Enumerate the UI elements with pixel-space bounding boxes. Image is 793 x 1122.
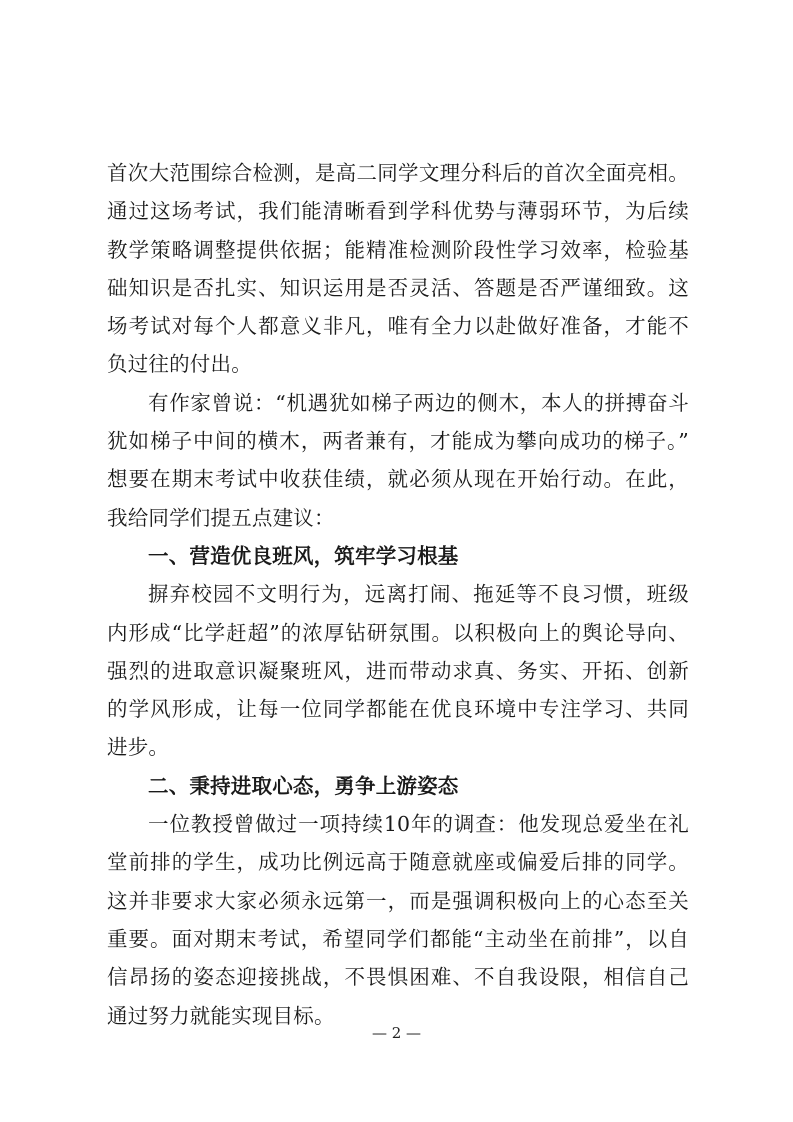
paragraph-line: 这并非要求大家必须永远第一，而是强调积极向上的心态至关: [107, 888, 689, 913]
page-number: — 2 —: [371, 1024, 422, 1042]
paragraph-line: 进步。: [107, 735, 170, 760]
paragraph-line: 我给同学们提五点建议：: [107, 505, 335, 530]
paragraph-line: 负过往的付出。: [107, 352, 252, 377]
paragraph-line: 内形成“比学赶超”的浓厚钻研氛围。以积极向上的舆论导向、: [107, 620, 689, 645]
document-body: [107, 154, 689, 1035]
paragraph-line: 堂前排的学生，成功比例远高于随意就座或偏爱后排的同学。: [107, 850, 689, 875]
paragraph-line: 犹如梯子中间的横木，两者兼有，才能成为攀向成功的梯子。”: [107, 429, 689, 454]
paragraph-line: 首次大范围综合检测，是高二同学文理分科后的首次全面亮相。: [107, 161, 689, 185]
paragraph-line: 的学风形成，让每一位同学都能在优良环境中专注学习、共同: [107, 697, 689, 722]
section-heading: 一、营造优良班风，筑牢学习根基: [148, 543, 459, 568]
paragraph-line: 通过努力就能实现目标。: [107, 1003, 335, 1028]
paragraph-line: 通过这场考试，我们能清晰看到学科优势与薄弱环节，为后续: [107, 199, 689, 224]
paragraph-line: 摒弃校园不文明行为，远离打闹、拖延等不良习惯，班级: [148, 582, 689, 607]
paragraph-line: 信昂扬的姿态迎接挑战，不畏惧困难、不自我设限，相信自己: [107, 965, 689, 990]
paragraph-line: 强烈的进取意识凝聚班风，进而带动求真、务实、开拓、创新: [107, 658, 689, 683]
paragraph-line: 场考试对每个人都意义非凡，唯有全力以赴做好准备，才能不: [107, 314, 689, 339]
paragraph-line: 础知识是否扎实、知识运用是否灵活、答题是否严谨细致。这: [107, 275, 689, 300]
paragraph-line: 想要在期末考试中收获佳绩，就必须从现在开始行动。在此，: [107, 467, 689, 492]
paragraph-line: 有作家曾说：“机遇犹如梯子两边的侧木，本人的拼搏奋斗: [148, 390, 689, 415]
paragraph-line: 一位教授曾做过一项持续10年的调查：他发现总爱坐在礼: [148, 812, 689, 837]
section-heading: 二、秉持进取心态，勇争上游姿态: [148, 773, 459, 798]
paragraph-line: 重要。面对期末考试，希望同学们都能“主动坐在前排”，以自: [107, 926, 689, 951]
paragraph-line: 教学策略调整提供依据；能精准检测阶段性学习效率，检验基: [107, 237, 689, 262]
